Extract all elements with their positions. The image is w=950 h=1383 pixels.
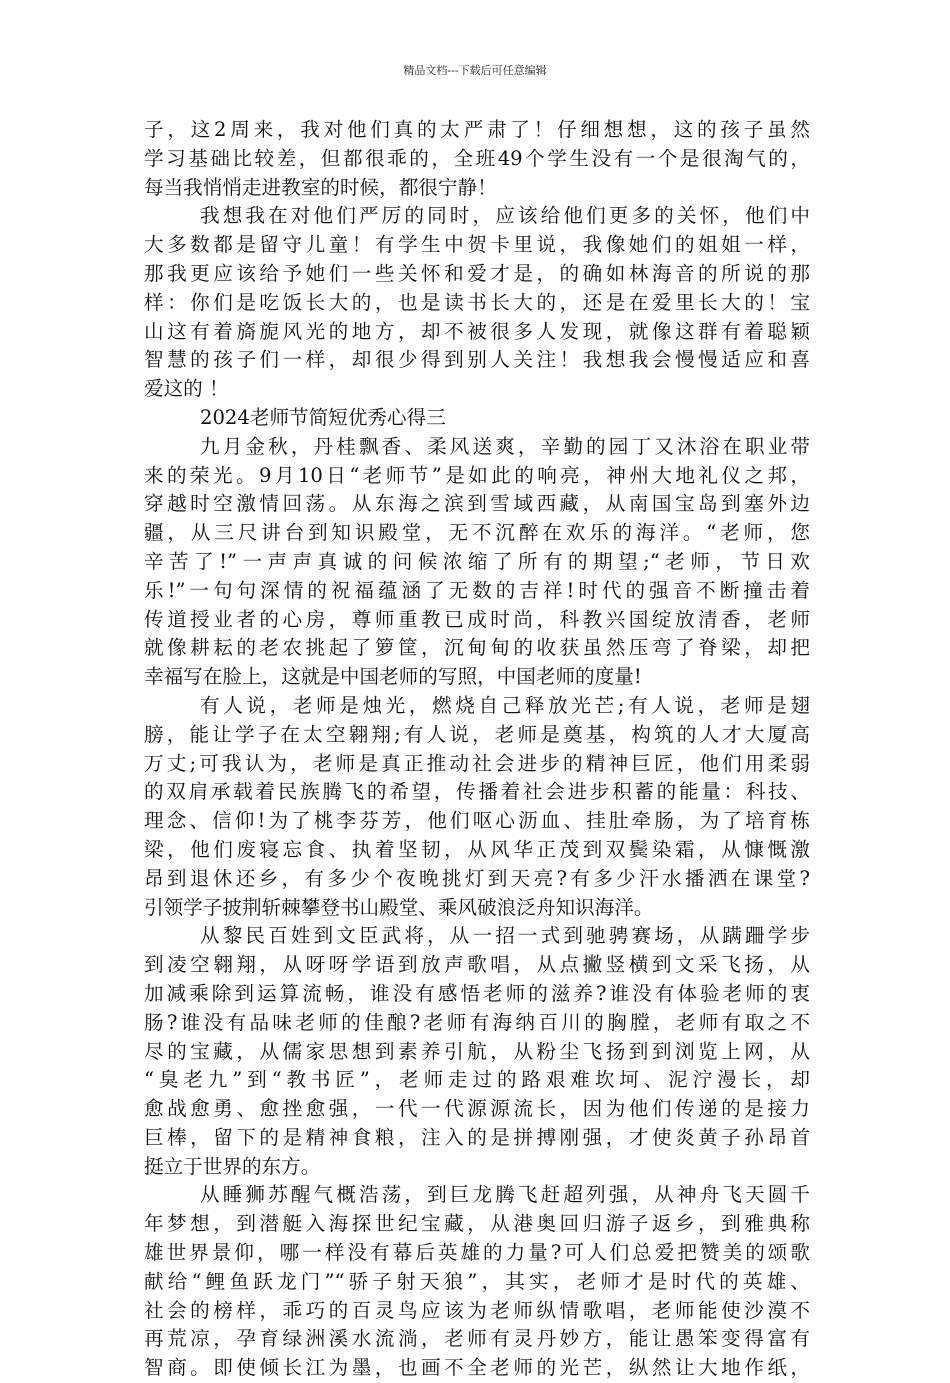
page-header: 精品文档---下载后可任意编辑 [403,64,547,77]
text-line: 年梦想，到潜艇入海探世纪宝藏，从港奥回归游子返乡，到雅典称 [144,1212,810,1236]
text-line: 智商。即使倾长江为墨，也画不全老师的光芒，纵然让大地作纸， [144,1356,810,1380]
text-line: 穿越时空激情回荡。从东海之滨到雪域西藏，从南国宝岛到塞外边 [144,492,810,516]
text-line: 巨棒，留下的是精神食粮，注入的是拼搏刚强，才使炎黄子孙昂首 [144,1125,810,1149]
text-line: 挺立于世界的东方。 [144,1154,321,1178]
text-line: 我想我在对他们严厉的同时，应该给他们更多的关怀，他们中 [200,204,810,228]
text-line: 万丈;可我认为，老师是真正推动社会进步的精神巨匠，他们用柔弱 [144,751,810,775]
text-line: “臭老九”到“教书匠”，老师走过的路艰难坎坷、泥泞漫长，却 [144,1068,810,1092]
text-line: 传道授业者的心房，尊师重教已成时尚，科教兴国绽放清香，老师 [144,607,810,631]
text-line: 子，这2周来，我对他们真的太严肃了！仔细想想，这的孩子虽然 [144,118,810,141]
text-line: 的双肩承载着民族腾飞的希望，传播着社会进步积蓄的能量：科技、 [144,780,810,804]
text-line: 从黎民百姓到文臣武将，从一招一式到驰骋赛场，从蹒跚学步 [200,924,810,948]
text-line: 来的荣光。9月10日“老师节”是如此的响亮，神州大地礼仪之邦， [144,463,810,487]
text-line: 社会的榜样，乖巧的百灵鸟应该为老师纵情歌唱，老师能使沙漠不 [144,1298,810,1322]
text-line: 引领学子披荆斩棘攀登书山殿堂、乘风破浪泛舟知识海洋。 [144,895,654,919]
text-line: 爱这的 ！ [144,377,229,401]
text-line: 加减乘除到运算流畅，谁没有感悟老师的滋养?谁没有体验老师的衷 [144,981,810,1005]
text-line: 尽的宝藏，从儒家思想到素养引航，从粉尘飞扬到到浏览上网，从 [144,1039,810,1063]
text-line: 雄世界景仰，哪一样没有幕后英雄的力量?可人们总爱把赞美的颂歌 [144,1241,810,1265]
text-line: 2024老师节简短优秀心得三 [200,405,446,429]
text-line: 九月金秋，丹桂飘香、柔风送爽，辛勤的园丁又沐浴在职业带 [200,434,810,458]
text-line: 大多数都是留守儿童！有学生中贺卡里说，我像她们的姐姐一样， [144,233,810,257]
text-line: 肠?谁没有品味老师的佳酿?老师有海纳百川的胸膛，老师有取之不 [144,1010,810,1034]
text-line: 膀，能让学子在太空翱翔;有人说，老师是奠基，构筑的人才大厦高 [144,722,810,746]
text-line: 山这有着旖旎风光的地方，却不被很多人发现，就像这群有着聪颖 [144,319,810,343]
text-line: 昂到退休还乡，有多少个夜晚挑灯到天亮?有多少汗水播洒在课堂? [144,866,810,890]
text-line: 理念、信仰!为了桃李芬芳，他们呕心沥血、挂肚牵肠，为了培育栋 [144,809,810,833]
text-line: 样：你们是吃饭长大的，也是读书长大的，还是在爱里长大的！宝 [144,290,810,314]
text-line: 从睡狮苏醒气概浩荡，到巨龙腾飞赶超列强，从神舟飞天圆千 [200,1183,810,1207]
text-line: 幸福写在脸上，这就是中国老师的写照，中国老师的度量! [144,665,642,689]
text-line: 学习基础比较差，但都很乖的，全班49个学生没有一个是很淘气的， [144,146,810,170]
text-line: 愈战愈勇、愈挫愈强，一代一代源源流长，因为他们传递的是接力 [144,1097,810,1121]
text-line: 到凌空翱翔，从呀呀学语到放声歌唱，从点撇竖横到文采飞扬，从 [144,953,810,977]
text-line: 乐!”一句句深情的祝福蕴涵了无数的吉祥!时代的强音不断撞击着 [144,578,810,602]
document-body [144,116,810,1383]
text-line: 再荒凉，孕育绿洲溪水流淌，老师有灵丹妙方，能让愚笨变得富有 [144,1327,810,1351]
text-line: 疆，从三尺讲台到知识殿堂，无不沉醉在欢乐的海洋。“老师，您 [144,521,810,545]
text-line: 献给“鲤鱼跃龙门”“骄子射天狼”，其实，老师才是时代的英雄、 [144,1269,810,1293]
text-line: 那我更应该给予她们一些关怀和爱才是，的确如林海音的所说的那 [144,261,810,285]
text-line: 有人说，老师是烛光，燃烧自己释放光芒;有人说，老师是翅 [200,693,810,717]
text-line: 梁，他们废寝忘食、执着坚韧，从风华正茂到双鬓染霜，从慷慨激 [144,837,810,861]
text-line: 智慧的孩子们一样，却很少得到别人关注！我想我会慢慢适应和喜 [144,348,810,372]
text-line: 每当我悄悄走进教室的时候，都很宁静！ [144,175,497,199]
text-line: 辛苦了!”一声声真诚的问候浓缩了所有的期望;“老师，节日欢 [144,549,810,573]
text-line: 就像耕耘的老农挑起了箩筐，沉甸甸的收获虽然压弯了脊梁，却把 [144,636,810,660]
